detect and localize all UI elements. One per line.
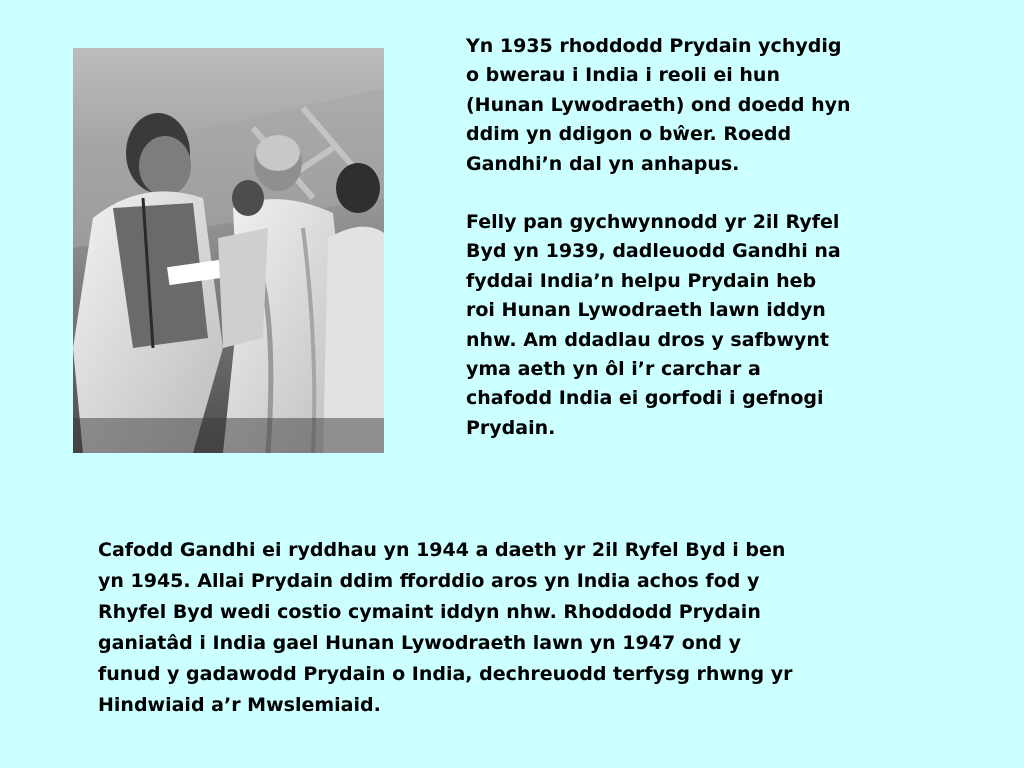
photograph-image [73, 48, 384, 453]
bottom-text-block [98, 535, 978, 721]
paragraph-second-world-war: Felly pan gychwynnodd yr 2il Ryfel Byd yn 1939, dadleuodd Gandhi na fyddai India’n helpu Prydain heb roi Hunan Lywodraeth lawn iddyn nhw. Am ddadlau dros y safbwynt yma aeth yn ôl i’r carchar a chafodd India ei gorfodi i gefnogi Prydain. [466, 211, 841, 439]
historical-photograph [73, 48, 384, 453]
right-text-block [466, 32, 936, 443]
paragraph-independence-1947: Cafodd Gandhi ei ryddhau yn 1944 a daeth yr 2il Ryfel Byd i ben yn 1945. Allai Prydain ddim fforddio aros yn India achos fod y Rhyfel Byd wedi costio cymaint iddyn nhw. Rhoddodd Prydain ganiatâd i India gael Hunan Lywodraeth lawn yn 1947 ond y funud y gadawodd Prydain o India, dechreuodd terfysg rhwng yr Hindwiaid a’r Mwslemiaid. [98, 539, 793, 716]
paragraph-1935-self-government: Yn 1935 rhoddodd Prydain ychydig o bwerau i India i reoli ei hun (Hunan Lywodraeth) ond doedd hyn ddim yn ddigon o bŵer. Roedd Gandhi’n dal yn anhapus. [466, 35, 851, 175]
